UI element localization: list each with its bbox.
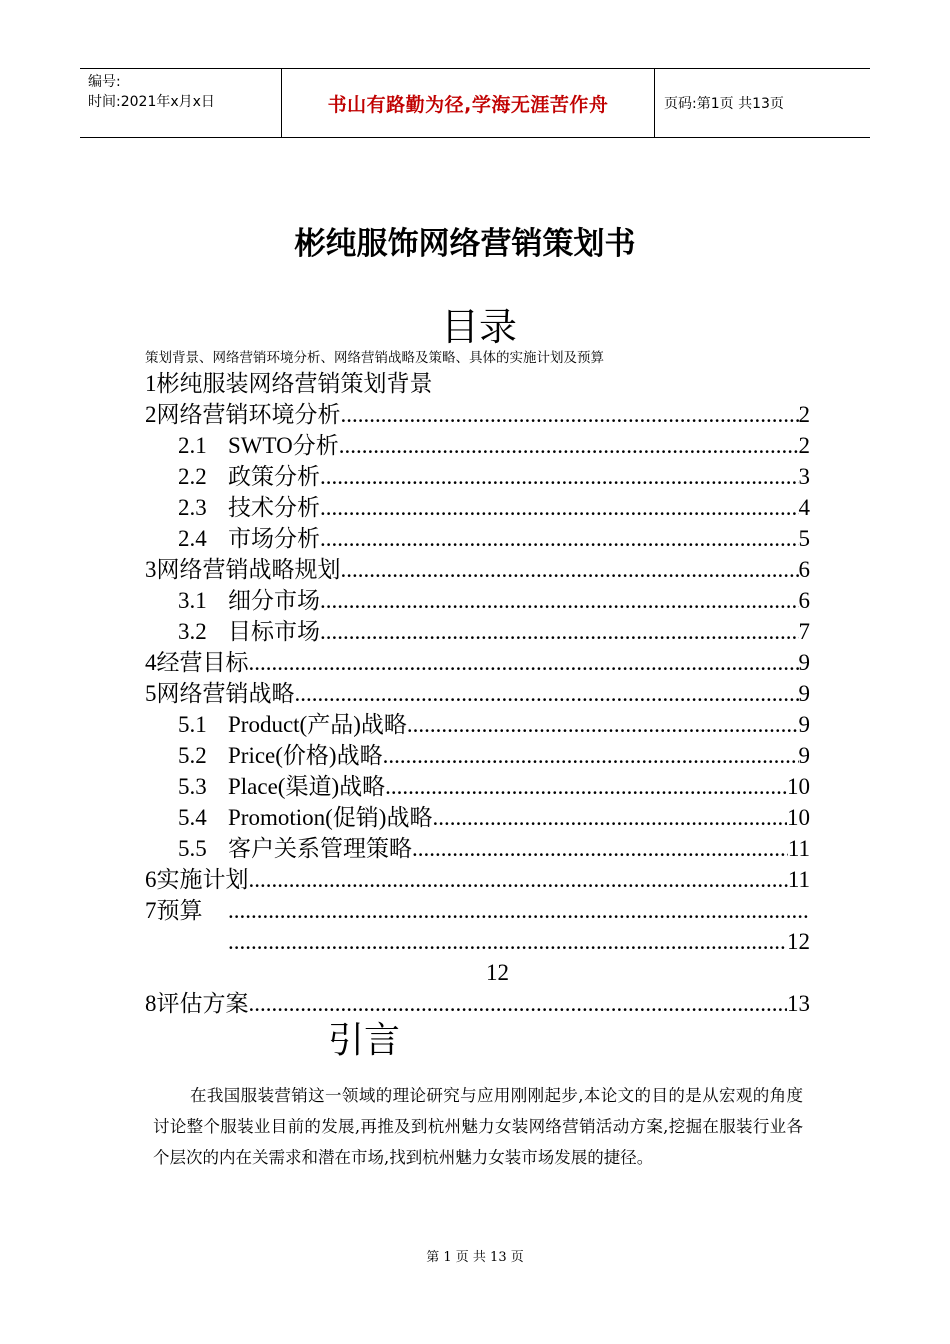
toc-entry-label: Place(渠道)战略 xyxy=(228,774,386,799)
toc-entry-number: 4 xyxy=(145,650,157,675)
toc-leader-dots xyxy=(249,864,788,895)
toc-entry-label: 实施计划 xyxy=(156,867,249,892)
toc-entry[interactable] xyxy=(145,616,810,647)
date-text: 时间:2021年x月x日 xyxy=(88,94,215,110)
toc-entry[interactable] xyxy=(145,368,810,399)
toc-intro: 策划背景、网络营销环境分析、网络营销战略及策略、具体的实施计划及预算 xyxy=(145,350,604,366)
toc-leader-dots xyxy=(249,988,788,1019)
table-of-contents xyxy=(145,368,810,1019)
toc-entry-page: 2 xyxy=(798,433,810,458)
header-motto: 书山有路勤为径,学海无涯苦作舟 xyxy=(282,69,655,137)
toc-entry-page: 7 xyxy=(798,619,810,644)
toc-entry-page: 9 xyxy=(798,650,810,675)
toc-entry-label: 政策分析 xyxy=(228,464,320,489)
toc-entry-page: 11 xyxy=(787,836,810,861)
toc-entry[interactable] xyxy=(145,430,810,461)
page-footer: 第 1 页 共 13 页 xyxy=(426,1250,524,1265)
toc-entry-number: 3.1 xyxy=(178,588,207,613)
toc-entry[interactable] xyxy=(145,585,810,616)
toc-entry[interactable] xyxy=(145,864,810,895)
toc-leader-dots xyxy=(320,616,799,647)
toc-entry[interactable] xyxy=(145,523,810,554)
toc-entry[interactable] xyxy=(145,988,810,1019)
toc-leader-dots xyxy=(341,554,799,585)
toc-entry-label: 客户关系管理策略 xyxy=(228,836,412,861)
toc-entry-number: 1 xyxy=(145,371,157,396)
toc-entry-page: 9 xyxy=(798,681,810,706)
toc-leader-dots xyxy=(228,926,787,957)
toc-leader-dots xyxy=(341,399,799,430)
toc-leader-dots xyxy=(385,771,787,802)
toc-entry-page: 13 xyxy=(787,991,810,1016)
toc-leader-dots xyxy=(228,895,810,926)
toc-entry-page: 5 xyxy=(798,526,810,551)
toc-entry-page: 9 xyxy=(798,743,810,768)
document-title: 彬纯服饰网络营销策划书 xyxy=(294,226,636,262)
toc-leader-dots xyxy=(412,833,788,864)
toc-leader-dots xyxy=(320,523,799,554)
toc-entry-number: 5.3 xyxy=(178,774,207,799)
toc-entry-number: 2.2 xyxy=(178,464,207,489)
toc-entry-label: Product(产品)战略 xyxy=(228,712,407,737)
toc-entry-label: 细分市场 xyxy=(228,588,320,613)
toc-entry-label: 评估方案 xyxy=(156,991,249,1016)
toc-entry-label: Price(价格)战略 xyxy=(228,743,383,768)
toc-entry-number: 5.2 xyxy=(178,743,207,768)
toc-heading: 目录 xyxy=(441,305,518,349)
toc-entry[interactable] xyxy=(145,678,810,709)
toc-leader-dots xyxy=(320,585,799,616)
toc-stray-number xyxy=(145,957,810,988)
toc-entry[interactable] xyxy=(145,554,810,585)
toc-entry[interactable] xyxy=(145,709,810,740)
toc-entry-page: 12 xyxy=(787,929,810,954)
toc-leader-dots xyxy=(320,492,799,523)
toc-entry-label: 网络营销战略规划 xyxy=(156,557,341,582)
toc-entry-page: 9 xyxy=(798,712,810,737)
toc-entry-label: 经营目标 xyxy=(156,650,249,675)
toc-entry-number: 3 xyxy=(145,557,157,582)
toc-entry-page: 6 xyxy=(798,557,810,582)
toc-leader-dots xyxy=(432,802,787,833)
toc-leader-dots xyxy=(383,740,799,771)
toc-entry-label: 目标市场 xyxy=(228,619,320,644)
toc-entry-label: Promotion(促销)战略 xyxy=(228,805,433,830)
toc-entry-number: 5.4 xyxy=(178,805,207,830)
toc-entry-number: 6 xyxy=(145,867,157,892)
toc-entry-number: 2.3 xyxy=(178,495,207,520)
toc-entry-page: 4 xyxy=(798,495,810,520)
header-left-cell xyxy=(80,69,282,137)
toc-entry[interactable] xyxy=(145,647,810,678)
toc-entry-page: 6 xyxy=(798,588,810,613)
toc-entry-label: 市场分析 xyxy=(228,526,320,551)
serial-label: 编号: xyxy=(88,74,121,90)
toc-entry-number: 8 xyxy=(145,991,157,1016)
toc-entry-label: 网络营销战略 xyxy=(156,681,295,706)
toc-leader-dots xyxy=(295,678,799,709)
toc-entry-label: 预算 xyxy=(156,898,203,923)
toc-entry[interactable] xyxy=(145,802,810,833)
toc-entry-number: 2.4 xyxy=(178,526,207,551)
toc-entry[interactable] xyxy=(145,895,810,926)
intro-heading: 引言 xyxy=(328,1020,401,1061)
toc-entry[interactable] xyxy=(145,740,810,771)
toc-entry-number: 2 xyxy=(145,402,157,427)
toc-entry-number: 3.2 xyxy=(178,619,207,644)
toc-entry-label: SWTO分析 xyxy=(228,433,339,458)
toc-entry[interactable] xyxy=(145,399,810,430)
header-page-info: 页码:第1页 共13页 xyxy=(664,96,784,112)
toc-entry[interactable] xyxy=(145,492,810,523)
toc-entry[interactable] xyxy=(145,771,810,802)
toc-entry-number: 2.1 xyxy=(178,433,207,458)
toc-entry-number: 5.1 xyxy=(178,712,207,737)
toc-leader-dots xyxy=(339,430,799,461)
toc-entry-page: 2 xyxy=(798,402,810,427)
toc-entry-continuation[interactable] xyxy=(145,926,810,957)
toc-entry[interactable] xyxy=(145,461,810,492)
toc-entry-label: 技术分析 xyxy=(228,495,320,520)
toc-entry-number: 5 xyxy=(145,681,157,706)
toc-entry-page: 10 xyxy=(787,805,810,830)
toc-entry-number: 7 xyxy=(145,898,157,923)
intro-paragraph: 在我国服装营销这一领域的理论研究与应用刚刚起步,本论文的目的是从宏观的角度讨论整个服装业目前的发展,再推及到杭州魅力女装网络营销活动方案,挖掘在服装行业各个层次的内在关需求和潜在市场,找到杭州魅力女装市场发展的捷径。 xyxy=(153,1086,803,1167)
page-header xyxy=(80,68,870,138)
toc-leader-dots xyxy=(407,709,799,740)
toc-entry-label: 彬纯服装网络营销策划背景 xyxy=(156,371,433,396)
toc-leader-dots xyxy=(320,461,799,492)
toc-entry[interactable] xyxy=(145,833,810,864)
toc-entry-page: 10 xyxy=(787,774,810,799)
toc-entry-page: 3 xyxy=(798,464,810,489)
toc-entry-label: 网络营销环境分析 xyxy=(156,402,341,427)
toc-leader-dots xyxy=(249,647,799,678)
toc-entry-number: 5.5 xyxy=(178,836,207,861)
toc-stray-text: 12 xyxy=(486,960,509,985)
toc-entry-page: 11 xyxy=(787,867,810,892)
